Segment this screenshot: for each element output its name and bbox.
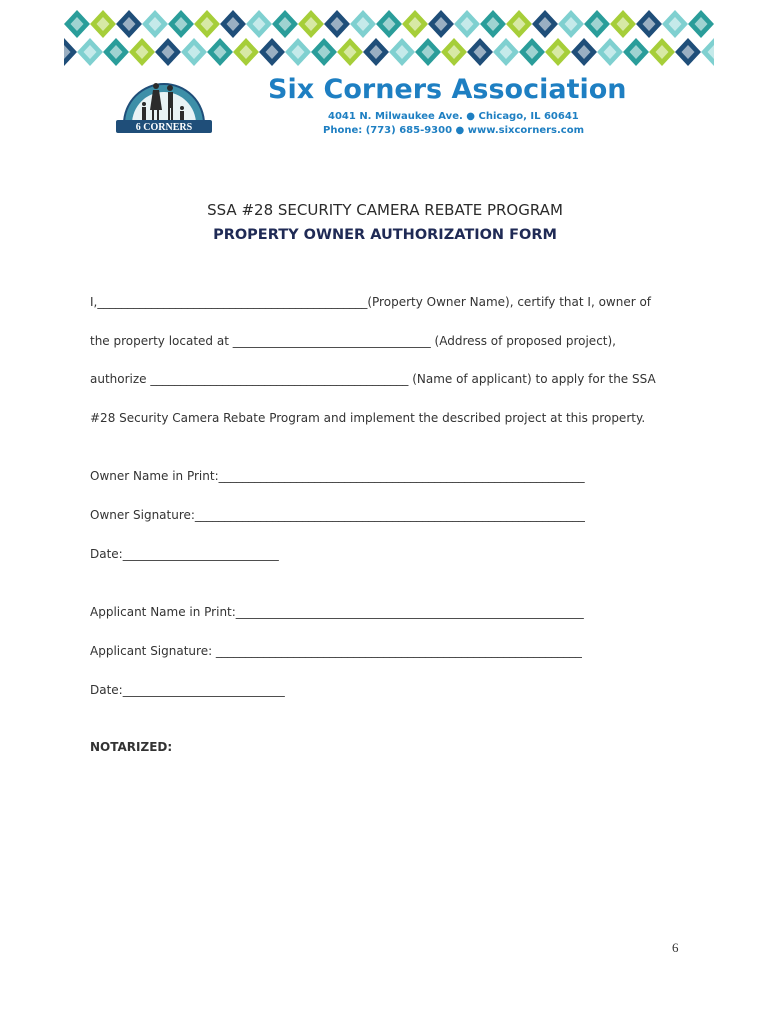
notarized-label: NOTARIZED: (90, 740, 173, 754)
organization-contact (323, 125, 584, 136)
separator-dot: ● (455, 125, 468, 136)
paragraph-line-1: I,_____________________________________________(Property Owner Name), certify that I, owner of (90, 295, 652, 309)
website[interactable]: www.sixcorners.com (467, 125, 585, 136)
organization-address (328, 111, 579, 122)
owner-date-field[interactable]: Date:__________________________ (90, 547, 279, 561)
logo-text: 6 CORNERS (135, 122, 193, 133)
page-number: 6 (672, 940, 679, 955)
applicant-date-field[interactable]: Date:___________________________ (90, 683, 285, 697)
paragraph-line-4: #28 Security Camera Rebate Program and implement the described project at this property. (90, 411, 646, 425)
phone-number: Phone: (773) 685-9300 (323, 125, 453, 136)
form-subtitle: PROPERTY OWNER AUTHORIZATION FORM (213, 227, 557, 243)
city-state-zip: Chicago, IL 60641 (478, 111, 579, 122)
applicant-name-field[interactable]: Applicant Name in Print:__________________________________________________________ (90, 605, 584, 619)
owner-signature-field[interactable]: Owner Signature:_________________________________________________________________ (90, 508, 585, 522)
decorative-banner (64, 10, 714, 68)
street-address: 4041 N. Milwaukee Ave. (328, 111, 463, 122)
organization-name: Six Corners Association (268, 74, 627, 105)
separator-dot: ● (466, 111, 479, 122)
paragraph-line-2: the property located at _________________________________ (Address of proposed project), (90, 334, 616, 348)
paragraph-line-3: authorize ___________________________________________ (Name of applicant) to apply for the SSA (90, 372, 656, 386)
applicant-signature-field[interactable]: Applicant Signature: _____________________________________________________________ (90, 644, 582, 658)
six-corners-logo (110, 66, 218, 146)
form-title: SSA #28 SECURITY CAMERA REBATE PROGRAM (207, 201, 563, 219)
owner-name-field[interactable]: Owner Name in Print:_____________________________________________________________ (90, 469, 585, 483)
